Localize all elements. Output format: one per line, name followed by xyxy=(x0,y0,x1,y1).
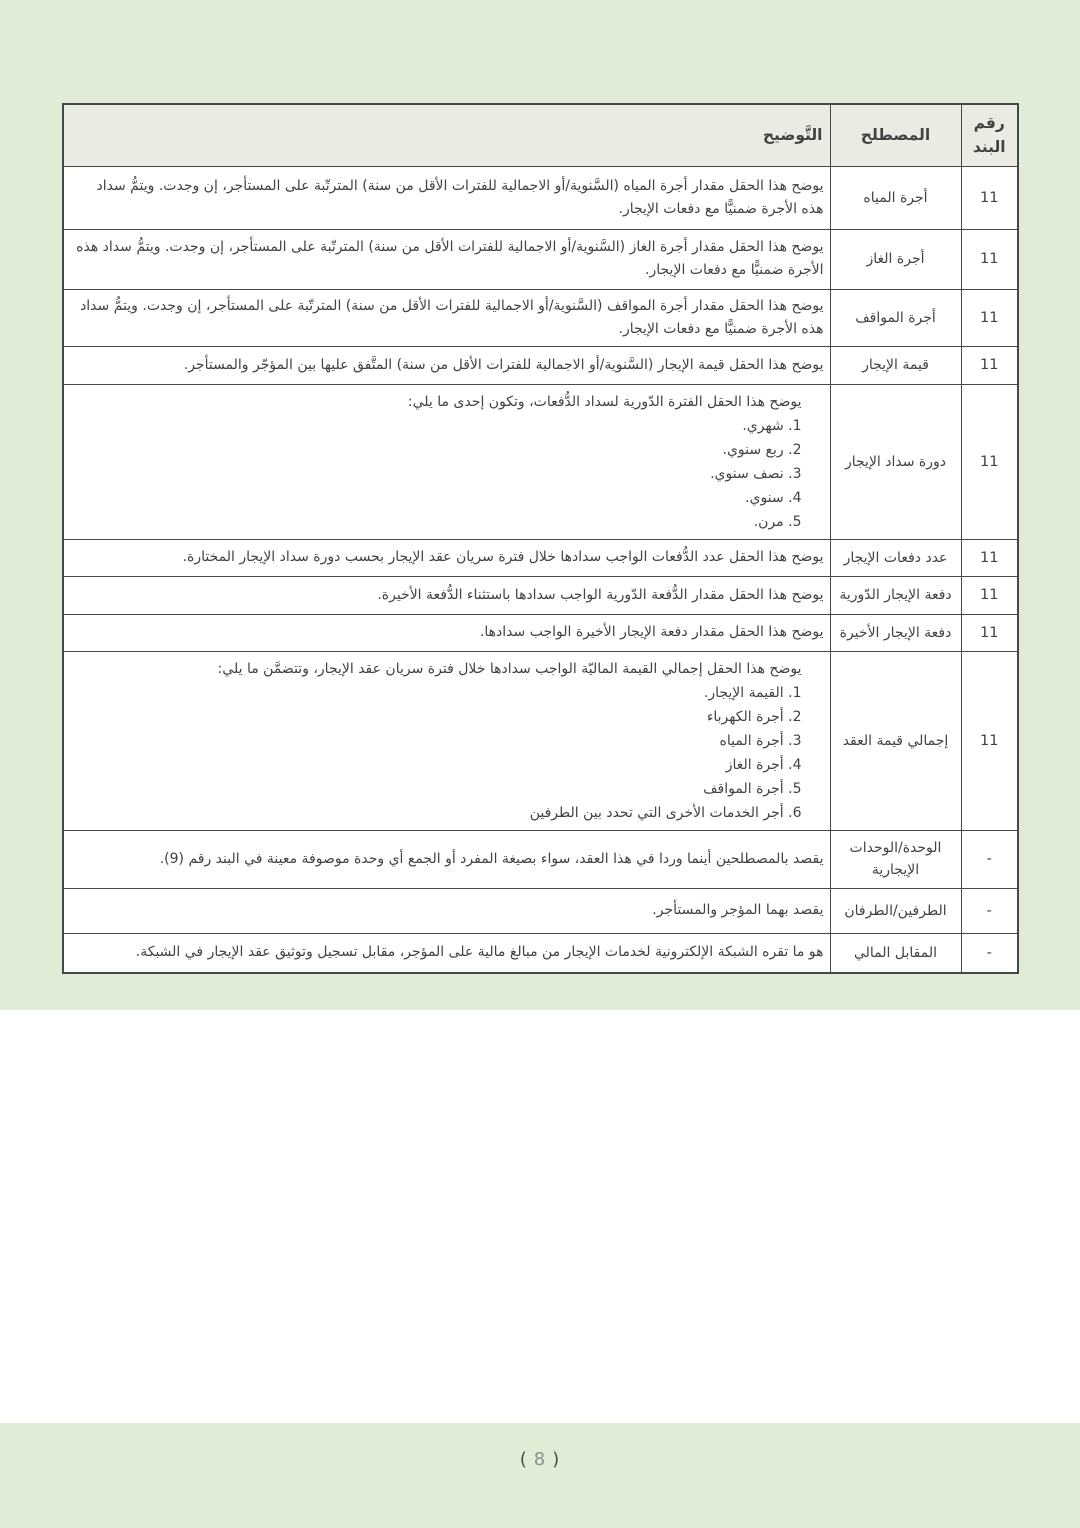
item-number-cell: 11 xyxy=(961,539,1018,576)
term-cell: دورة سداد الإيجار xyxy=(830,384,961,539)
table-row xyxy=(63,346,1018,384)
list-item: 4. سنوي. xyxy=(745,489,802,506)
list-intro: يوضح هذا الحقل إجمالي القيمة الماليّة الواجب سدادها خلال فترة سريان عقد الإيجار، وتتضمَّن ما يلي: xyxy=(217,660,802,677)
description-cell: هو ما تقره الشبكة الإلكترونية لخدمات الإيجار من مبالغ مالية على المؤجر، مقابل تسجيل وتوثيق عقد الإيجار في الشبكة. xyxy=(63,933,830,973)
item-number-cell: - xyxy=(961,830,1018,888)
table-row xyxy=(63,830,1018,888)
table-row xyxy=(63,933,1018,973)
list-item: 6. أجر الخدمات الأخرى التي تحدد بين الطرفين xyxy=(529,804,802,821)
term-cell: إجمالي قيمة العقد xyxy=(830,651,961,830)
list-item: 5. أجرة المواقف xyxy=(703,780,802,797)
term-cell: أجرة المياه xyxy=(830,166,961,229)
list-item: 3. أجرة المياه xyxy=(719,732,802,749)
table-header-row xyxy=(63,104,1018,166)
page-number-paren-close: ) xyxy=(552,1449,561,1470)
term-cell: عدد دفعات الإيجار xyxy=(830,539,961,576)
list-item: 3. نصف سنوي. xyxy=(710,465,802,482)
term-cell: دفعة الإيجار الأخيرة xyxy=(830,614,961,651)
table-row xyxy=(63,888,1018,933)
term-cell: أجرة المواقف xyxy=(830,289,961,346)
description-cell: يقصد بالمصطلحين أينما وردا في هذا العقد، سواء بصيغة المفرد أو الجمع أي وحدة موصوفة معينة في البند رقم (9). xyxy=(63,830,830,888)
item-number-cell: 11 xyxy=(961,384,1018,539)
term-cell: قيمة الإيجار xyxy=(830,346,961,384)
list-item: 1. شهري. xyxy=(742,417,802,434)
table-row xyxy=(63,576,1018,614)
term-cell: الطرفين/الطرفان xyxy=(830,888,961,933)
contract-total-list xyxy=(74,657,824,825)
list-item: 2. أجرة الكهرباء xyxy=(706,708,802,725)
table-row xyxy=(63,384,1018,539)
item-number-cell: - xyxy=(961,933,1018,973)
header-item-number: رقم البند xyxy=(961,104,1018,166)
item-number-cell: 11 xyxy=(961,614,1018,651)
term-cell: الوحدة/الوحدات الإيجارية xyxy=(830,830,961,888)
description-cell: يوضح هذا الحقل مقدار الدُّفعة الدّورية الواجب سدادها باستثناء الدُّفعة الأخيرة. xyxy=(63,576,830,614)
table-row xyxy=(63,166,1018,229)
item-number-cell: 11 xyxy=(961,576,1018,614)
page-gap xyxy=(0,1010,1080,1423)
payment-cycle-list xyxy=(74,390,824,534)
table-row xyxy=(63,614,1018,651)
page-number-paren-open: ( xyxy=(519,1449,528,1470)
table-row xyxy=(63,651,1018,830)
term-cell: المقابل المالي xyxy=(830,933,961,973)
header-explanation: التَّوضيح xyxy=(63,104,830,166)
terms-definitions-table xyxy=(62,103,1019,974)
table-row xyxy=(63,539,1018,576)
term-cell: أجرة الغاز xyxy=(830,229,961,289)
description-cell: يوضح هذا الحقل عدد الدُّفعات الواجب سدادها خلال فترة سريان عقد الإيجار بحسب دورة سداد الإيجار المختارة. xyxy=(63,539,830,576)
item-number-cell: 11 xyxy=(961,651,1018,830)
term-cell: دفعة الإيجار الدّورية xyxy=(830,576,961,614)
item-number-cell: 11 xyxy=(961,229,1018,289)
list-intro: يوضح هذا الحقل الفترة الدّورية لسداد الدُّفعات، وتكون إحدى ما يلي: xyxy=(407,393,802,410)
description-cell: يوضح هذا الحقل مقدار دفعة الإيجار الأخيرة الواجب سدادها. xyxy=(63,614,830,651)
description-cell xyxy=(63,651,830,830)
item-number-cell: - xyxy=(961,888,1018,933)
header-term: المصطلح xyxy=(830,104,961,166)
page-number-digit: 8 xyxy=(533,1449,547,1470)
list-item: 2. ربع سنوي. xyxy=(722,441,802,458)
list-item: 4. أجرة الغاز xyxy=(725,756,802,773)
description-cell: يوضح هذا الحقل مقدار أجرة المواقف (السَّنوية/أو الاجمالية للفترات الأقل من سنة) المترتّبة على المستأجر، إن وجدت. ويتمُّ سداد هذه الأجرة ضمنيًّا مع دفعات الإيجار. xyxy=(63,289,830,346)
item-number-cell: 11 xyxy=(961,166,1018,229)
list-item: 5. مرن. xyxy=(753,513,802,530)
list-item: 1. القيمة الإيجار. xyxy=(703,684,802,701)
table-row xyxy=(63,289,1018,346)
description-cell xyxy=(63,384,830,539)
page-number xyxy=(0,1449,1080,1470)
description-cell: يوضح هذا الحقل مقدار أجرة الغاز (السَّنوية/أو الاجمالية للفترات الأقل من سنة) المترتّبة على المستأجر، إن وجدت. ويتمُّ سداد هذه الأجرة ضمنيًّا مع دفعات الإيجار. xyxy=(63,229,830,289)
description-cell: يوضح هذا الحقل مقدار أجرة المياه (السَّنوية/أو الاجمالية للفترات الأقل من سنة) المترتّبة على المستأجر، إن وجدت. ويتمُّ سداد هذه الأجرة ضمنيًّا مع دفعات الإيجار. xyxy=(63,166,830,229)
item-number-cell: 11 xyxy=(961,346,1018,384)
page-footer-section xyxy=(0,1423,1080,1528)
table-row xyxy=(63,229,1018,289)
description-cell: يوضح هذا الحقل قيمة الإيجار (السَّنوية/أو الاجمالية للفترات الأقل من سنة) المتَّفق عليها بين المؤجّر والمستأجر. xyxy=(63,346,830,384)
description-cell: يقصد بهما المؤجر والمستأجر. xyxy=(63,888,830,933)
item-number-cell: 11 xyxy=(961,289,1018,346)
